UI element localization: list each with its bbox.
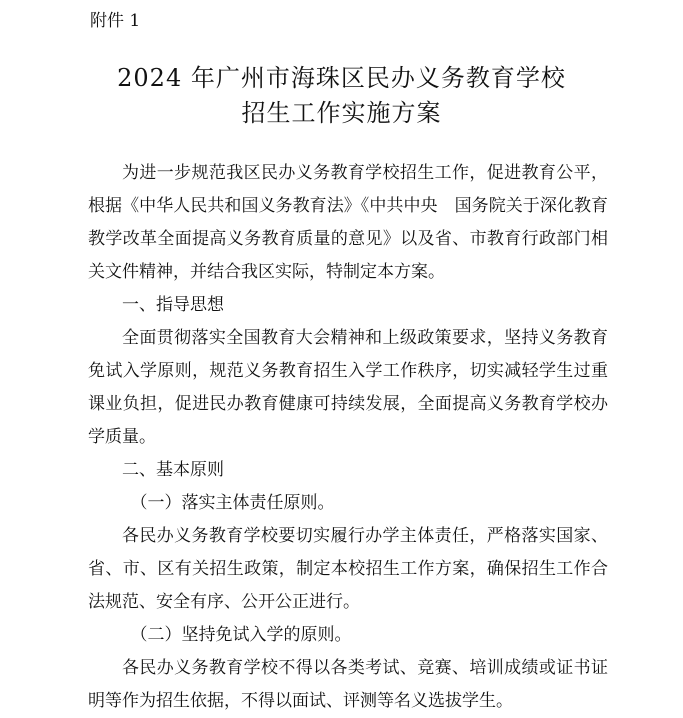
responsibility-principle-paragraph: 各民办义务教育学校要切实履行办学主体责任，严格落实国家、省、市、区有关招生政策，制定本校招生工作方案，确保招生工作合法规范、安全有序、公开公正进行。 xyxy=(88,526,608,612)
subheading-responsibility-principle: （一）落实主体责任原则。 xyxy=(130,493,335,513)
document-body xyxy=(88,157,608,718)
guiding-ideology-paragraph: 全面贯彻落实全国教育大会精神和上级政策要求，坚持义务教育免试入学原则，规范义务教育招生入学工作秩序，切实减轻学生过重课业负担，促进民办教育健康可持续发展，全面提高义务教育学校办学质量。 xyxy=(88,328,608,447)
document-title-line-2: 招生工作实施方案 xyxy=(241,99,442,127)
document-title-line-1: 2024 年广州市海珠区民办义务教育学校 xyxy=(117,64,566,92)
subheading-exam-free-admission: （二）坚持免试入学的原则。 xyxy=(130,625,352,645)
section-heading-guiding-ideology: 一、指导思想 xyxy=(122,295,224,315)
intro-paragraph: 为进一步规范我区民办义务教育学校招生工作，促进教育公平，根据《中华人民共和国义务教育法》《中共中央 国务院关于深化教育教学改革全面提高义务教育质量的意见》以及省、市教育行政部门相关文件精神，并结合我区实际，特制定本方案。 xyxy=(88,163,608,282)
attachment-label: 附件 1 xyxy=(90,11,141,31)
exam-free-admission-paragraph: 各民办义务教育学校不得以各类考试、竞赛、培训成绩或证书证明等作为招生依据，不得以面试、评测等名义选拔学生。 xyxy=(88,658,608,711)
section-heading-basic-principles: 二、基本原则 xyxy=(122,460,224,480)
